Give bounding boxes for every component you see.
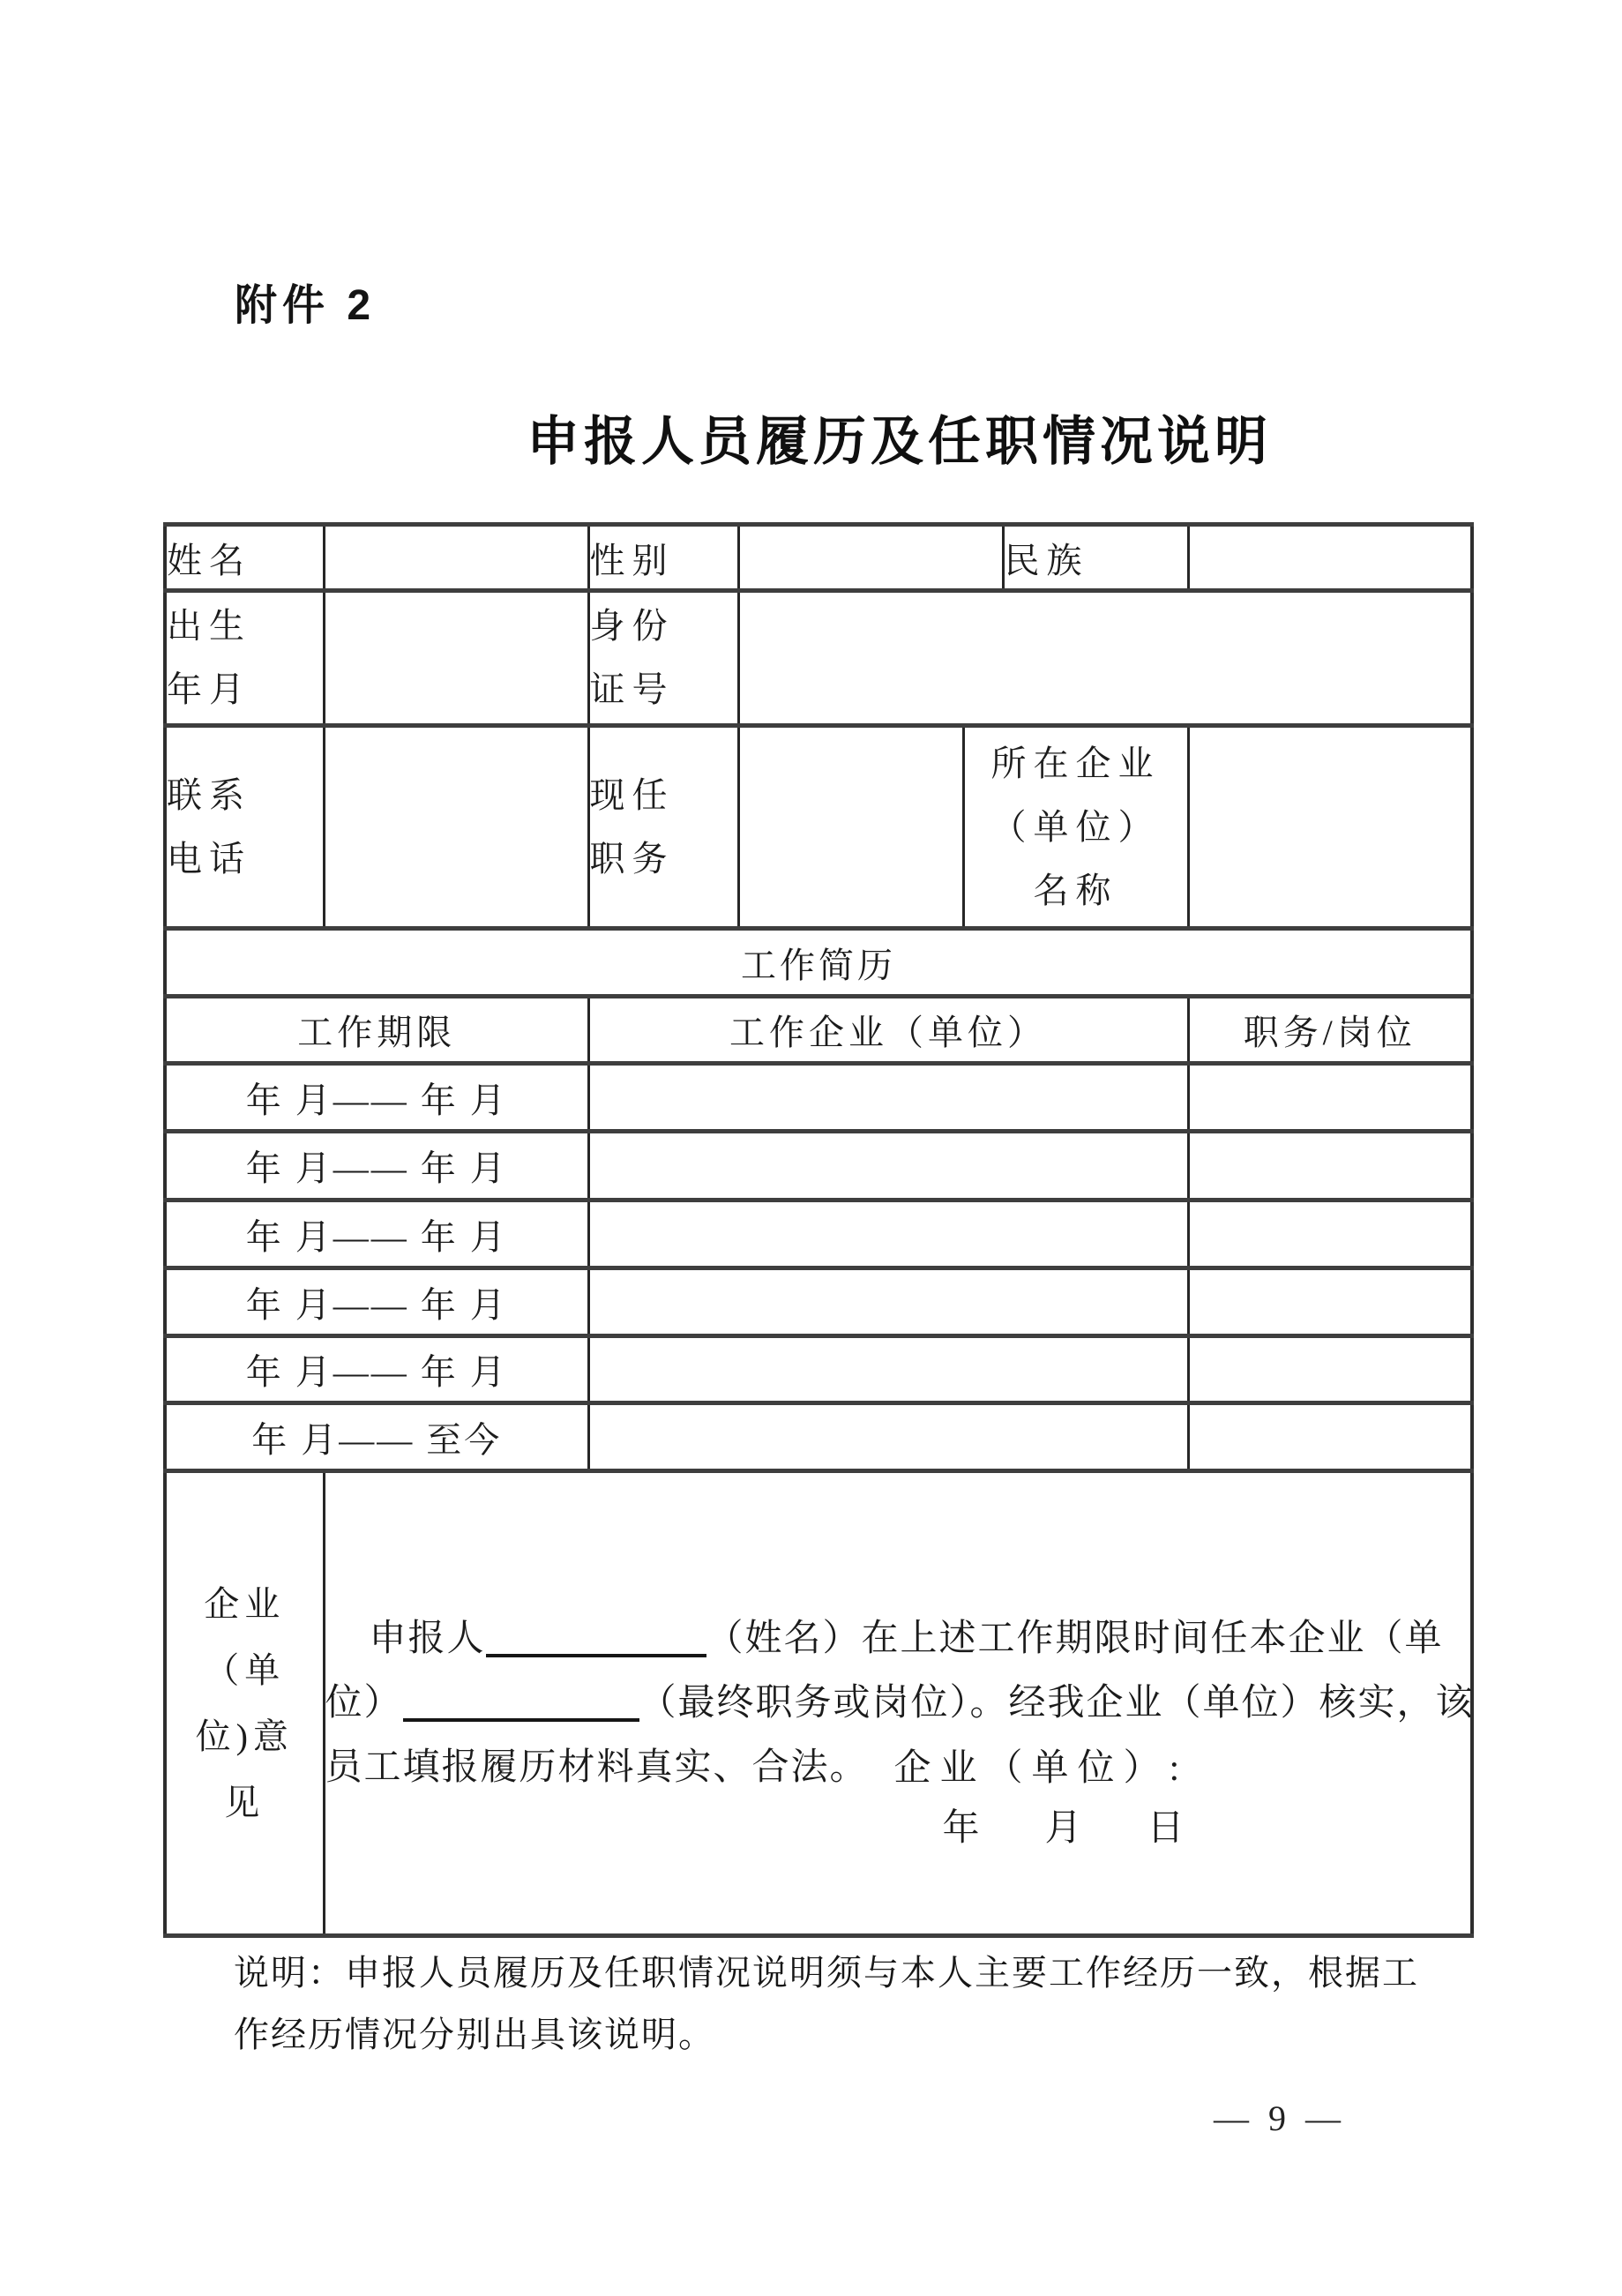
work-history-row [165,1064,1472,1132]
row-basic-2 [165,591,1472,726]
birth-date-label-line1: 出生 [167,606,251,646]
birth-date-label-line2: 年月 [167,669,251,709]
signature-date-label: 年 月 日 [942,1808,1199,1849]
work-history-row [165,1132,1472,1200]
work-company-cell [588,1268,1188,1336]
id-number-value-cell [738,591,1472,726]
work-period-cell: 年 月—— 年 月 [165,1268,588,1336]
company-name-label-line3: 名称 [1033,870,1118,910]
row-basic-3 [165,726,1472,929]
current-position-label-line2: 职务 [589,838,675,879]
row-company-opinion [165,1471,1472,1936]
company-opinion-label-line1: 企业 [204,1584,286,1624]
phone-label [165,726,324,929]
page-number: — 9 — [1214,2098,1346,2138]
work-history-row [165,1268,1472,1336]
company-opinion-content [324,1471,1475,1936]
row-work-history-header [165,997,1472,1064]
current-position-label-line1: 现任 [589,774,675,815]
id-number-label [588,591,738,726]
company-opinion-label-line3: 位)意 [195,1716,294,1756]
work-position-cell [1188,1336,1472,1403]
work-company-cell [588,1403,1188,1471]
name-label: 姓名 [165,525,324,591]
company-signature-label: 企业（单位）: [893,1748,1189,1789]
name-value-cell [324,525,588,591]
column-header-period: 工作期限 [165,997,588,1064]
work-period-cell: 年 月—— 年 月 [165,1064,588,1132]
column-header-company: 工作企业（单位） [588,997,1188,1064]
id-number-label-line2: 证号 [589,669,675,709]
work-position-cell [1188,1132,1472,1200]
row-work-history-title [165,929,1472,997]
column-header-position: 职务/岗位 [1188,997,1472,1064]
company-opinion-label-line2: （单 [204,1650,286,1690]
gender-label: 性别 [588,525,738,591]
declaration-line3: 员工填报履历材料真实、合法。 [325,1746,869,1788]
work-company-cell [588,1200,1188,1268]
phone-label-line1: 联系 [167,774,251,815]
ethnicity-value-cell [1188,525,1472,591]
declaration-line1 [325,1607,1471,1672]
current-position-value-cell [738,726,963,929]
id-number-label-line1: 身份 [589,606,675,646]
birth-date-label [165,591,324,726]
work-period-cell: 年 月—— 年 月 [165,1336,588,1403]
footnote [234,1942,1469,2066]
work-position-cell [1188,1200,1472,1268]
work-position-cell [1188,1064,1472,1132]
company-name-label-line2: （单位） [990,806,1161,847]
company-opinion-label-line4: 见 [224,1783,265,1822]
work-history-row [165,1200,1472,1268]
company-opinion-label [165,1471,324,1936]
work-history-row [165,1403,1472,1471]
declaration-line1-suffix: （姓名）在上述工作期限时间任本企业（单 [706,1618,1444,1659]
company-name-label [963,726,1188,929]
declaration-line2-prefix: 位） [325,1682,403,1724]
resume-form-table [163,522,1474,1938]
work-period-cell: 年 月—— 至今 [165,1403,588,1471]
phone-value-cell [324,726,588,929]
final-position-blank [403,1683,639,1722]
ethnicity-label: 民族 [1003,525,1188,591]
footnote-line1: 说明：申报人员履历及任职情况说明须与本人主要工作经历一致，根据工 [234,1953,1419,1993]
company-name-label-line1: 所在企业 [990,743,1161,783]
phone-label-line2: 电话 [167,838,251,879]
work-period-cell: 年 月—— 年 月 [165,1200,588,1268]
work-company-cell [588,1132,1188,1200]
work-history-section-title: 工作简历 [165,929,1472,997]
work-position-cell [1188,1268,1472,1336]
attachment-label: 附件 2 [235,282,377,329]
row-basic-1 [165,525,1472,591]
work-history-row [165,1336,1472,1403]
footnote-line2: 作经历情况分别出具该说明。 [234,2015,715,2054]
work-position-cell [1188,1403,1472,1471]
birth-date-value-cell [324,591,588,726]
work-period-cell: 年 月—— 年 月 [165,1132,588,1200]
declaration-line2 [325,1672,1475,1736]
declaration-line2-suffix: （最终职务或岗位）。经我企业（单位）核实，该 [639,1682,1475,1724]
declaration-line1-prefix: 申报人 [369,1618,486,1659]
work-company-cell [588,1064,1188,1132]
company-name-value-cell [1188,726,1472,929]
applicant-name-blank [486,1619,706,1657]
document-title: 申报人员履历及任职情况说明 [527,413,1272,471]
gender-value-cell [738,525,1003,591]
current-position-label [588,726,738,929]
work-company-cell [588,1336,1188,1403]
